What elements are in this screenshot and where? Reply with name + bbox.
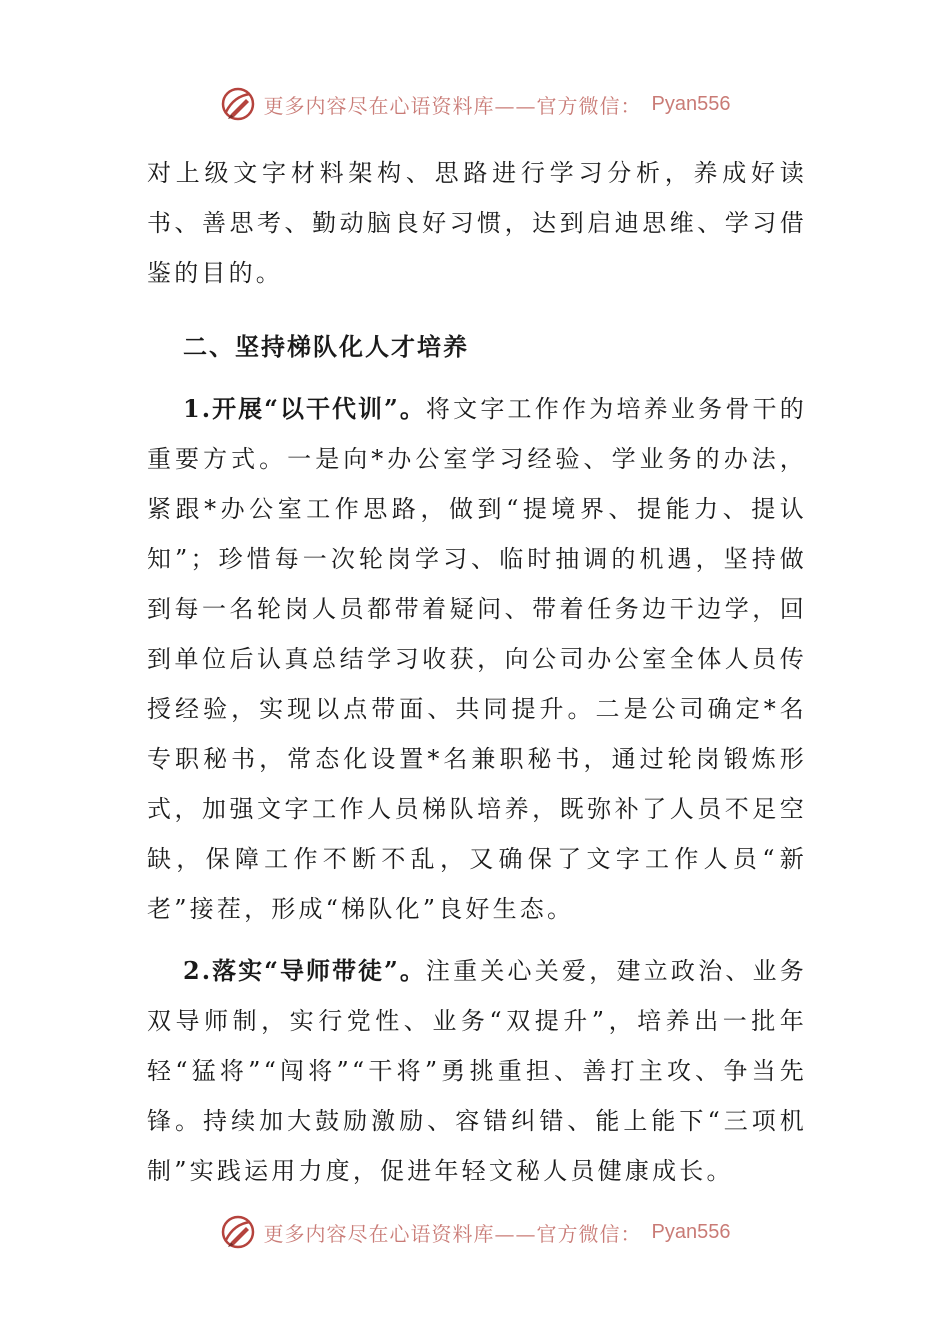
watermark-text: 更多内容尽在心语资料库——官方微信： [263, 93, 642, 118]
pen-logo-icon [220, 1214, 256, 1250]
section-heading: 二、坚持梯队化人才培养 [183, 332, 469, 361]
paragraph-item-1 [147, 384, 807, 934]
item-1-lead: 1.开展“以干代训”。 [183, 394, 426, 423]
item-1-text: 将文字工作作为培养业务骨干的重要方式。一是向*办公室学习经验、学业务的办法，紧跟*办公室工作思路，做到“提境界、提能力、提认知”；珍惜每一次轮岗学习、临时抽调的机遇，坚持做到每一名轮岗人员都带着疑问、带着任务边干边学，回到单位后认真总结学习收获，向公司办公室全体人员传授经验，实现以点带面、共同提升。二是公司确定*名专职秘书，常态化设置*名兼职秘书，通过轮岗锻炼形式，加强文字工作人员梯队培养，既弥补了人员不足空缺，保障工作不断不乱，又确保了文字工作人员“新老”接茬，形成“梯队化”良好生态。 [147, 395, 807, 923]
paragraph-continued: 对上级文字材料架构、思路进行学习分析，养成好读书、善思考、勤动脑良好习惯，达到启迪思维、学习借鉴的目的。 [147, 159, 807, 287]
watermark-handle: Pyan556 [651, 92, 731, 115]
item-2-lead: 2.落实“导师带徒”。 [183, 956, 426, 985]
footer-watermark [0, 1212, 950, 1252]
header-watermark [0, 84, 950, 124]
paragraph-item-2 [147, 946, 807, 1196]
document-body [147, 148, 807, 1196]
watermark-handle: Pyan556 [651, 1220, 731, 1243]
item-2-text: 注重关心关爱，建立政治、业务双导师制，实行党性、业务“双提升”，培养出一批年轻“猛将”“闯将”“干将”勇挑重担、善打主攻、争当先锋。持续加大鼓励激励、容错纠错、能上能下“三项机制”实践运用力度，促进年轻文秘人员健康成长。 [147, 957, 807, 1185]
watermark-text: 更多内容尽在心语资料库——官方微信： [263, 1221, 642, 1246]
pen-logo-icon [220, 86, 256, 122]
